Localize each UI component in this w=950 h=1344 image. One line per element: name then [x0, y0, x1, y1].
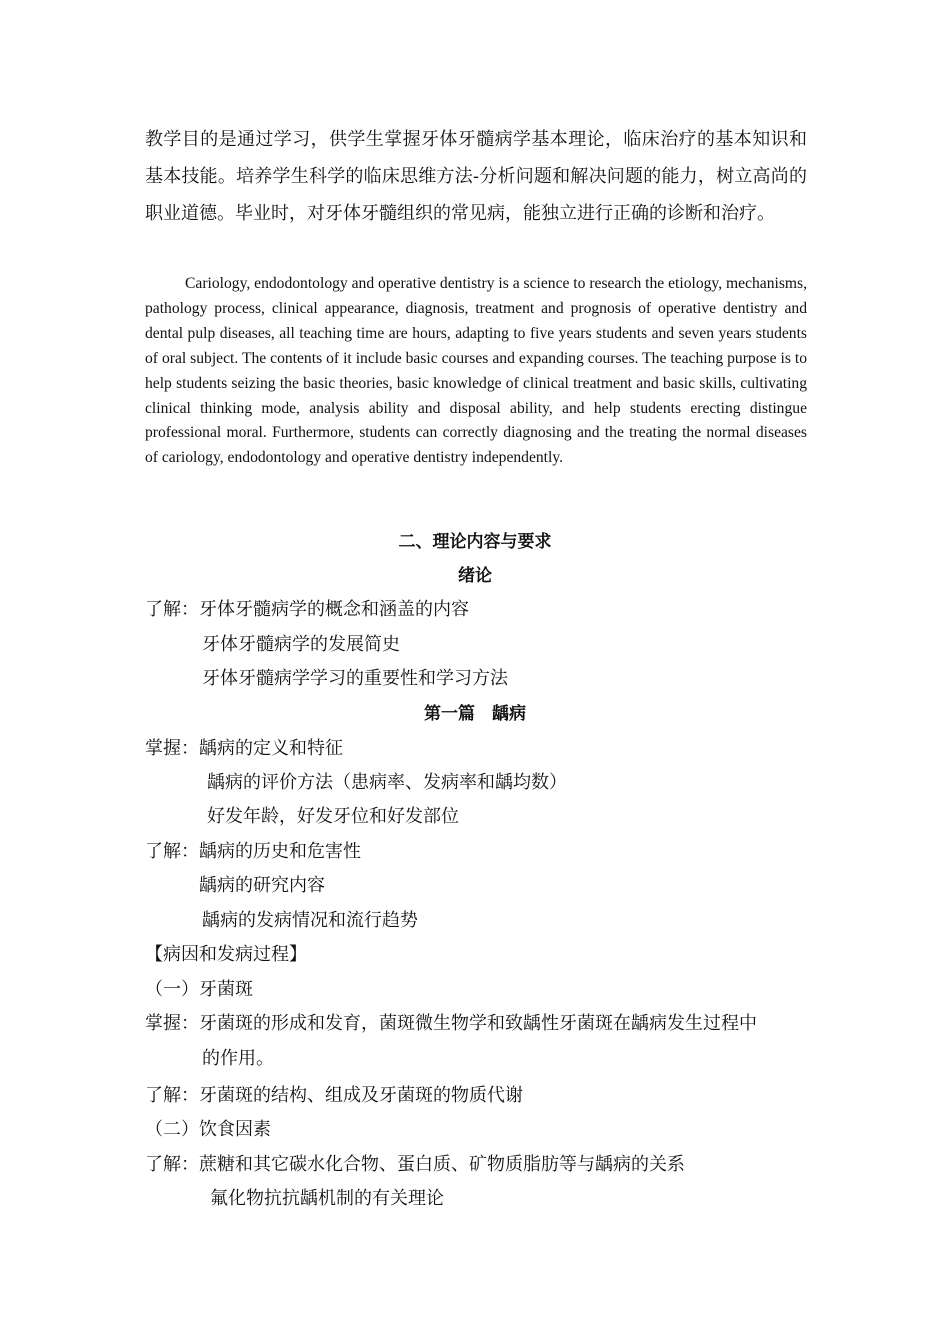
plaque-master-line: 掌握：牙菌斑的形成和发育，菌斑微生物学和致龋性牙菌斑在龋病发生过程中 — [145, 1013, 757, 1034]
intro-heading: 绪论 — [458, 566, 492, 586]
intro-understand-line: 了解：牙体牙髓病学的概念和涵盖的内容 — [145, 599, 469, 620]
plaque-master-continuation: 的作用。 — [202, 1048, 274, 1069]
diet-understand-item: 氟化物抗抗龋机制的有关理论 — [210, 1188, 444, 1209]
part1-understand-line: 了解：龋病的历史和危害性 — [145, 841, 361, 862]
plaque-heading: （一）牙菌斑 — [145, 979, 253, 1000]
intro-item: 牙体牙髓病学学习的重要性和学习方法 — [202, 668, 508, 689]
part1-master-line: 掌握：龋病的定义和特征 — [145, 738, 343, 759]
intro-english-paragraph: Cariology, endodontology and operative dentistry is a science to research the etiology, mechanisms, pathology process, clinical appearance, diagnosis, treatment and prognosis of operative dentistry and dental pulp diseases, all teaching time are hours, adapting to five years students and seven years students of oral subject. The contents of it include basic courses and expanding courses. The teaching purpose is to help students seizing the basic theories, basic knowledge of clinical treatment and basic skills, cultivating clinical thinking mode, analysis ability and disposal ability, and help students erecting distingue professional moral. Furthermore, students can correctly diagnosing and the treating the normal diseases of cariology, endodontology and operative dentistry independently. — [145, 275, 807, 467]
intro-chinese-paragraph: 教学目的是通过学习，供学生掌握牙体牙髓病学基本理论，临床治疗的基本知识和基本技能。培养学生科学的临床思维方法-分析问题和解决问题的能力，树立高尚的职业道德。毕业时，对牙体牙髓组织的常见病，能独立进行正确的诊断和治疗。 — [145, 129, 807, 224]
diet-heading: （二）饮食因素 — [145, 1119, 271, 1140]
intro-item: 牙体牙髓病学的发展简史 — [202, 634, 400, 655]
section-title: 二、理论内容与要求 — [398, 532, 552, 552]
plaque-understand-line: 了解：牙菌斑的结构、组成及牙菌斑的物质代谢 — [145, 1085, 523, 1106]
part1-master-item: 龋病的评价方法（患病率、发病率和龋均数） — [207, 772, 567, 793]
part1-master-item: 好发年龄，好发牙位和好发部位 — [207, 806, 459, 827]
etiology-heading: 【病因和发病过程】 — [145, 944, 307, 965]
part1-heading: 第一篇 龋病 — [424, 704, 526, 724]
part1-understand-item: 龋病的发病情况和流行趋势 — [202, 910, 418, 931]
part1-understand-item: 龋病的研究内容 — [199, 875, 325, 896]
diet-understand-line: 了解：蔗糖和其它碳水化合物、蛋白质、矿物质脂肪等与龋病的关系 — [145, 1154, 685, 1175]
